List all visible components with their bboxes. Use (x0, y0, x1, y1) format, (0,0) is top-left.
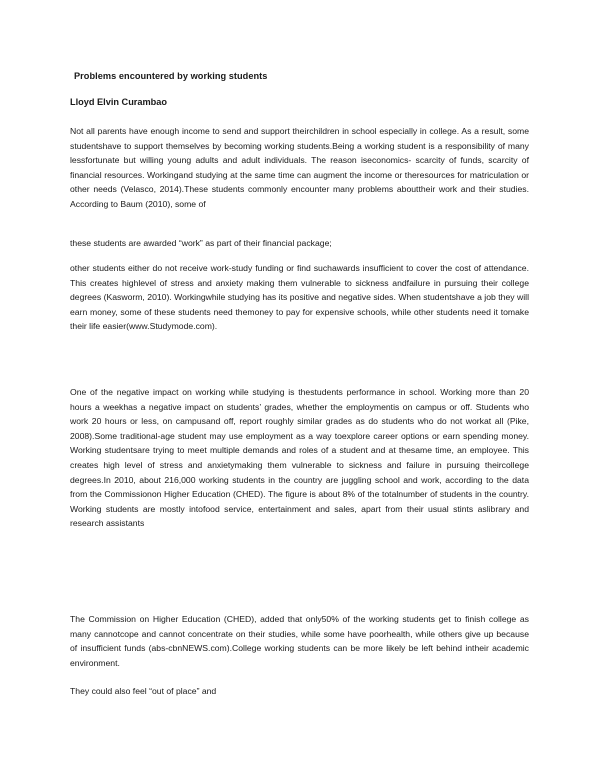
document-author: Lloyd Elvin Curambao (70, 97, 167, 107)
paragraph-financial-package: these students are awarded “work” as part of their financial package; (70, 238, 332, 248)
document-title: Problems encountered by working students (74, 71, 268, 81)
paragraph-out-of-place: They could also feel “out of place” and (70, 686, 217, 696)
paragraph-ched: The Commission on Higher Education (CHED), added that only50% of the working students get to finish college as many cannotcope and cannot concentrate on their studies, while some have poorhealth, while others give up because of insufficient funds (abs-cbnNEWS.com).College working students can be more likely be left behind intheir academic environment. (70, 614, 529, 668)
paragraph-negative-impact: One of the negative impact on working while studying is thestudents performance in school. Working more than 20 hours a weekhas a negative impact on students’ grades, whether the employmentis on campus or off. Students who work 20 hours or less, on campusand off, report roughly similar grades as do students who do not workat all (Pike, 2008).Some traditional-age student may use employment as a way toexplore career options or earn spending money. Working studentsare trying to meet multiple demands and roles of a student and at thesame time, an employee. This creates high level of stress and anxietymaking them vulnerable to sickness and failure in pursuing theircollege degrees.In 2010, about 216,000 working students in the country are juggling school and work, according to the data from the Commissionon Higher Education (CHED). The figure is about 8% of the totalnumber of students in the country. Working students are mostly intofood service, entertainment and sales, apart from their usual stints aslibrary and research assistants (70, 387, 529, 529)
paragraph-intro: Not all parents have enough income to send and support theirchildren in school especially in college. As a result, some studentshave to support themselves by becoming working students.Being a working student is a responsibility of many lessfortunate but willing young adults and adult individuals. The reason iseconomics- scarcity of funds, scarcity of financial resources. Workingand studying at the same time can augment the income or theresources for matriculation or other needs (Velasco, 2014).These students commonly encounter many problems abouttheir work and their studies. According to Baum (2010), some of (70, 126, 529, 209)
paragraph-work-study: other students either do not receive work-study funding or find suchawards insufficient to cover the cost of attendance. This creates highlevel of stress and anxiety making them vulnerable to sickness andfailure in pursuing their college degrees (Kasworm, 2010). Workingwhile studying has its positive and negative sides. When studentshave a job they will earn money, some of these students need themoney to pay for expensive schools, while other students need it tomake their life easier(www.Studymode.com). (70, 263, 529, 332)
